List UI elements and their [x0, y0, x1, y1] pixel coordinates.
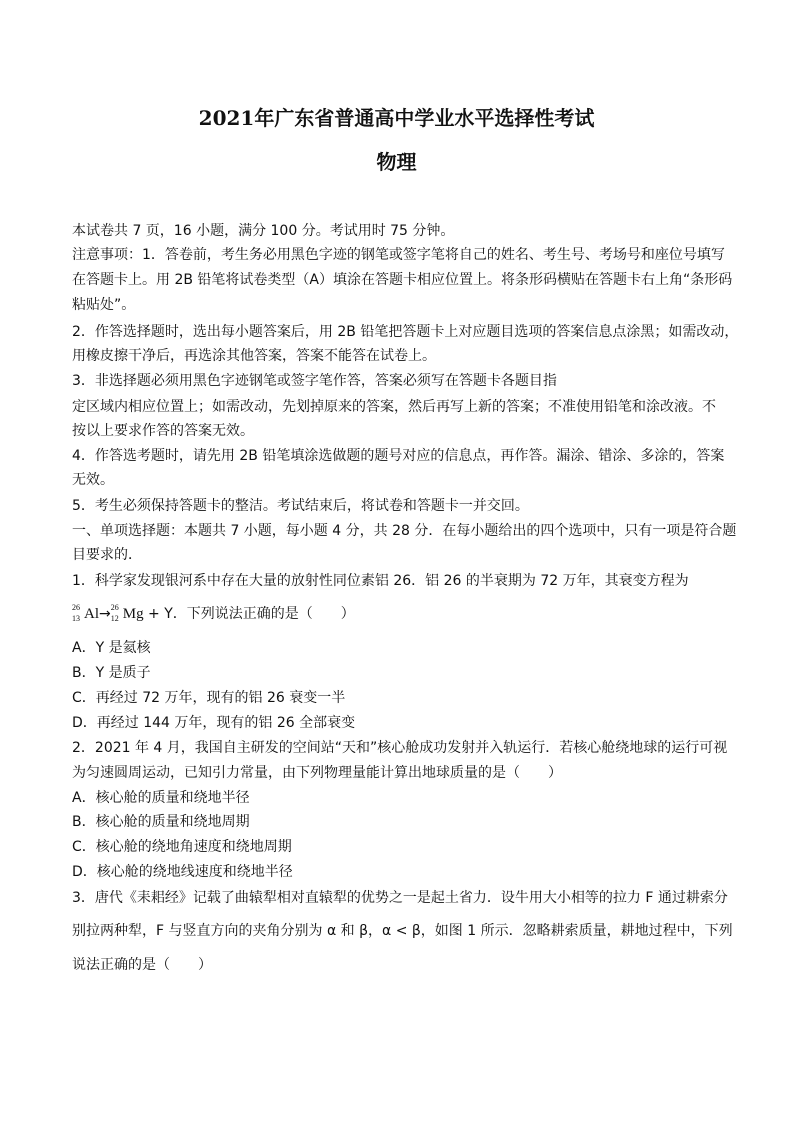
intro-line: 5．考生必须保持答题卡的整洁。考试结束后，将试卷和答题卡一并交回。: [72, 498, 529, 514]
question-3-stem: 别拉两种犁，F 与竖直方向的夹角分别为 α 和 β，α < β，如图 1 所示．忽略耕索质量，耕地过程中，下列: [72, 923, 733, 939]
question-3-stem: 说法正确的是（ ）: [72, 957, 212, 973]
intro-line: 定区域内相应位置上；如需改动，先划掉原来的答案，然后再写上新的答案；不准使用铅笔和涂改液。不: [72, 399, 716, 415]
intro-line: 4．作答选考题时，请先用 2B 铅笔填涂选做题的题号对应的信息点，再作答。漏涂、错涂、多涂的，答案: [72, 448, 725, 464]
question-1-option-a: A．Y 是氦核: [72, 640, 151, 656]
question-2-option-d: D．核心舱的绕地线速度和绕地半径: [72, 864, 293, 880]
intro-line: 在答题卡上。用 2B 铅笔将试卷类型（A）填涂在答题卡相应位置上。将条形码横贴在答题卡右上角“条形码: [72, 272, 733, 288]
intro-line: 无效。: [72, 472, 114, 488]
question-2-option-c: C．核心舱的绕地角速度和绕地周期: [72, 839, 292, 855]
section-heading: 一、单项选择题：本题共 7 小题，每小题 4 分，共 28 分．在每小题给出的四个选项中，只有一项是符合题: [72, 523, 737, 539]
section-heading: 目要求的．: [72, 547, 142, 563]
exam-title: 2021年广东省普通高中学业水平选择性考试: [198, 106, 595, 130]
question-1-option-c: C．再经过 72 万年，现有的铝 26 衰变一半: [72, 690, 346, 706]
question-1-option-b: B．Y 是质子: [72, 665, 151, 681]
intro-line: 粘贴处”。: [72, 297, 136, 313]
question-1-prompt: + Y．下列说法正确的是（ ）: [143, 606, 355, 622]
intro-line: 注意事项：1．答卷前，考生务必用黑色字迹的钢笔或签字笔将自己的姓名、考生号、考场号和座位号填写: [72, 247, 725, 263]
question-2-option-a: A．核心舱的质量和绕地半径: [72, 790, 250, 806]
question-2-option-b: B．核心舱的质量和绕地周期: [72, 814, 250, 830]
question-3-stem: 3．唐代《耒耜经》记载了曲辕犁相对直辕犁的优势之一是起土省力．设牛用大小相等的拉力 F 通过耕索分: [72, 890, 728, 906]
intro-line: 用橡皮擦干净后，再选涂其他答案，答案不能答在试卷上。: [72, 348, 436, 364]
question-2-stem: 2．2021 年 4 月，我国自主研发的空间站“天和”核心舱成功发射并入轨运行．若核心舱绕地球的运行可视: [72, 740, 728, 756]
exam-subject: 物理: [376, 150, 417, 174]
decay-equation: [72, 603, 355, 623]
question-2-stem: 为匀速圆周运动，已知引力常量，由下列物理量能计算出地球质量的是（ ）: [72, 765, 562, 781]
question-1-option-d: D．再经过 144 万年，现有的铝 26 全部衰变: [72, 715, 356, 731]
intro-line: 按以上要求作答的答案无效。: [72, 423, 254, 439]
intro-line: 3．非选择题必须用黑色字迹钢笔或签字笔作答，答案必须写在答题卡各题目指: [72, 373, 557, 389]
intro-line: 本试卷共 7 页，16 小题，满分 100 分。考试用时 75 分钟。: [72, 223, 455, 239]
question-1-stem: 1．科学家发现银河系中存在大量的放射性同位素铝 26．铝 26 的半衰期为 72 万年，其衰变方程为: [72, 573, 689, 589]
magnesium-nuclide: 26 12 Mg: [110, 603, 144, 623]
intro-line: 2．作答选择题时，选出每小题答案后，用 2B 铅笔把答题卡上对应题目选项的答案信息点涂黑；如需改动，: [72, 324, 739, 340]
aluminum-nuclide: 26 13 Al: [72, 603, 99, 623]
reaction-arrow: →: [99, 606, 111, 622]
